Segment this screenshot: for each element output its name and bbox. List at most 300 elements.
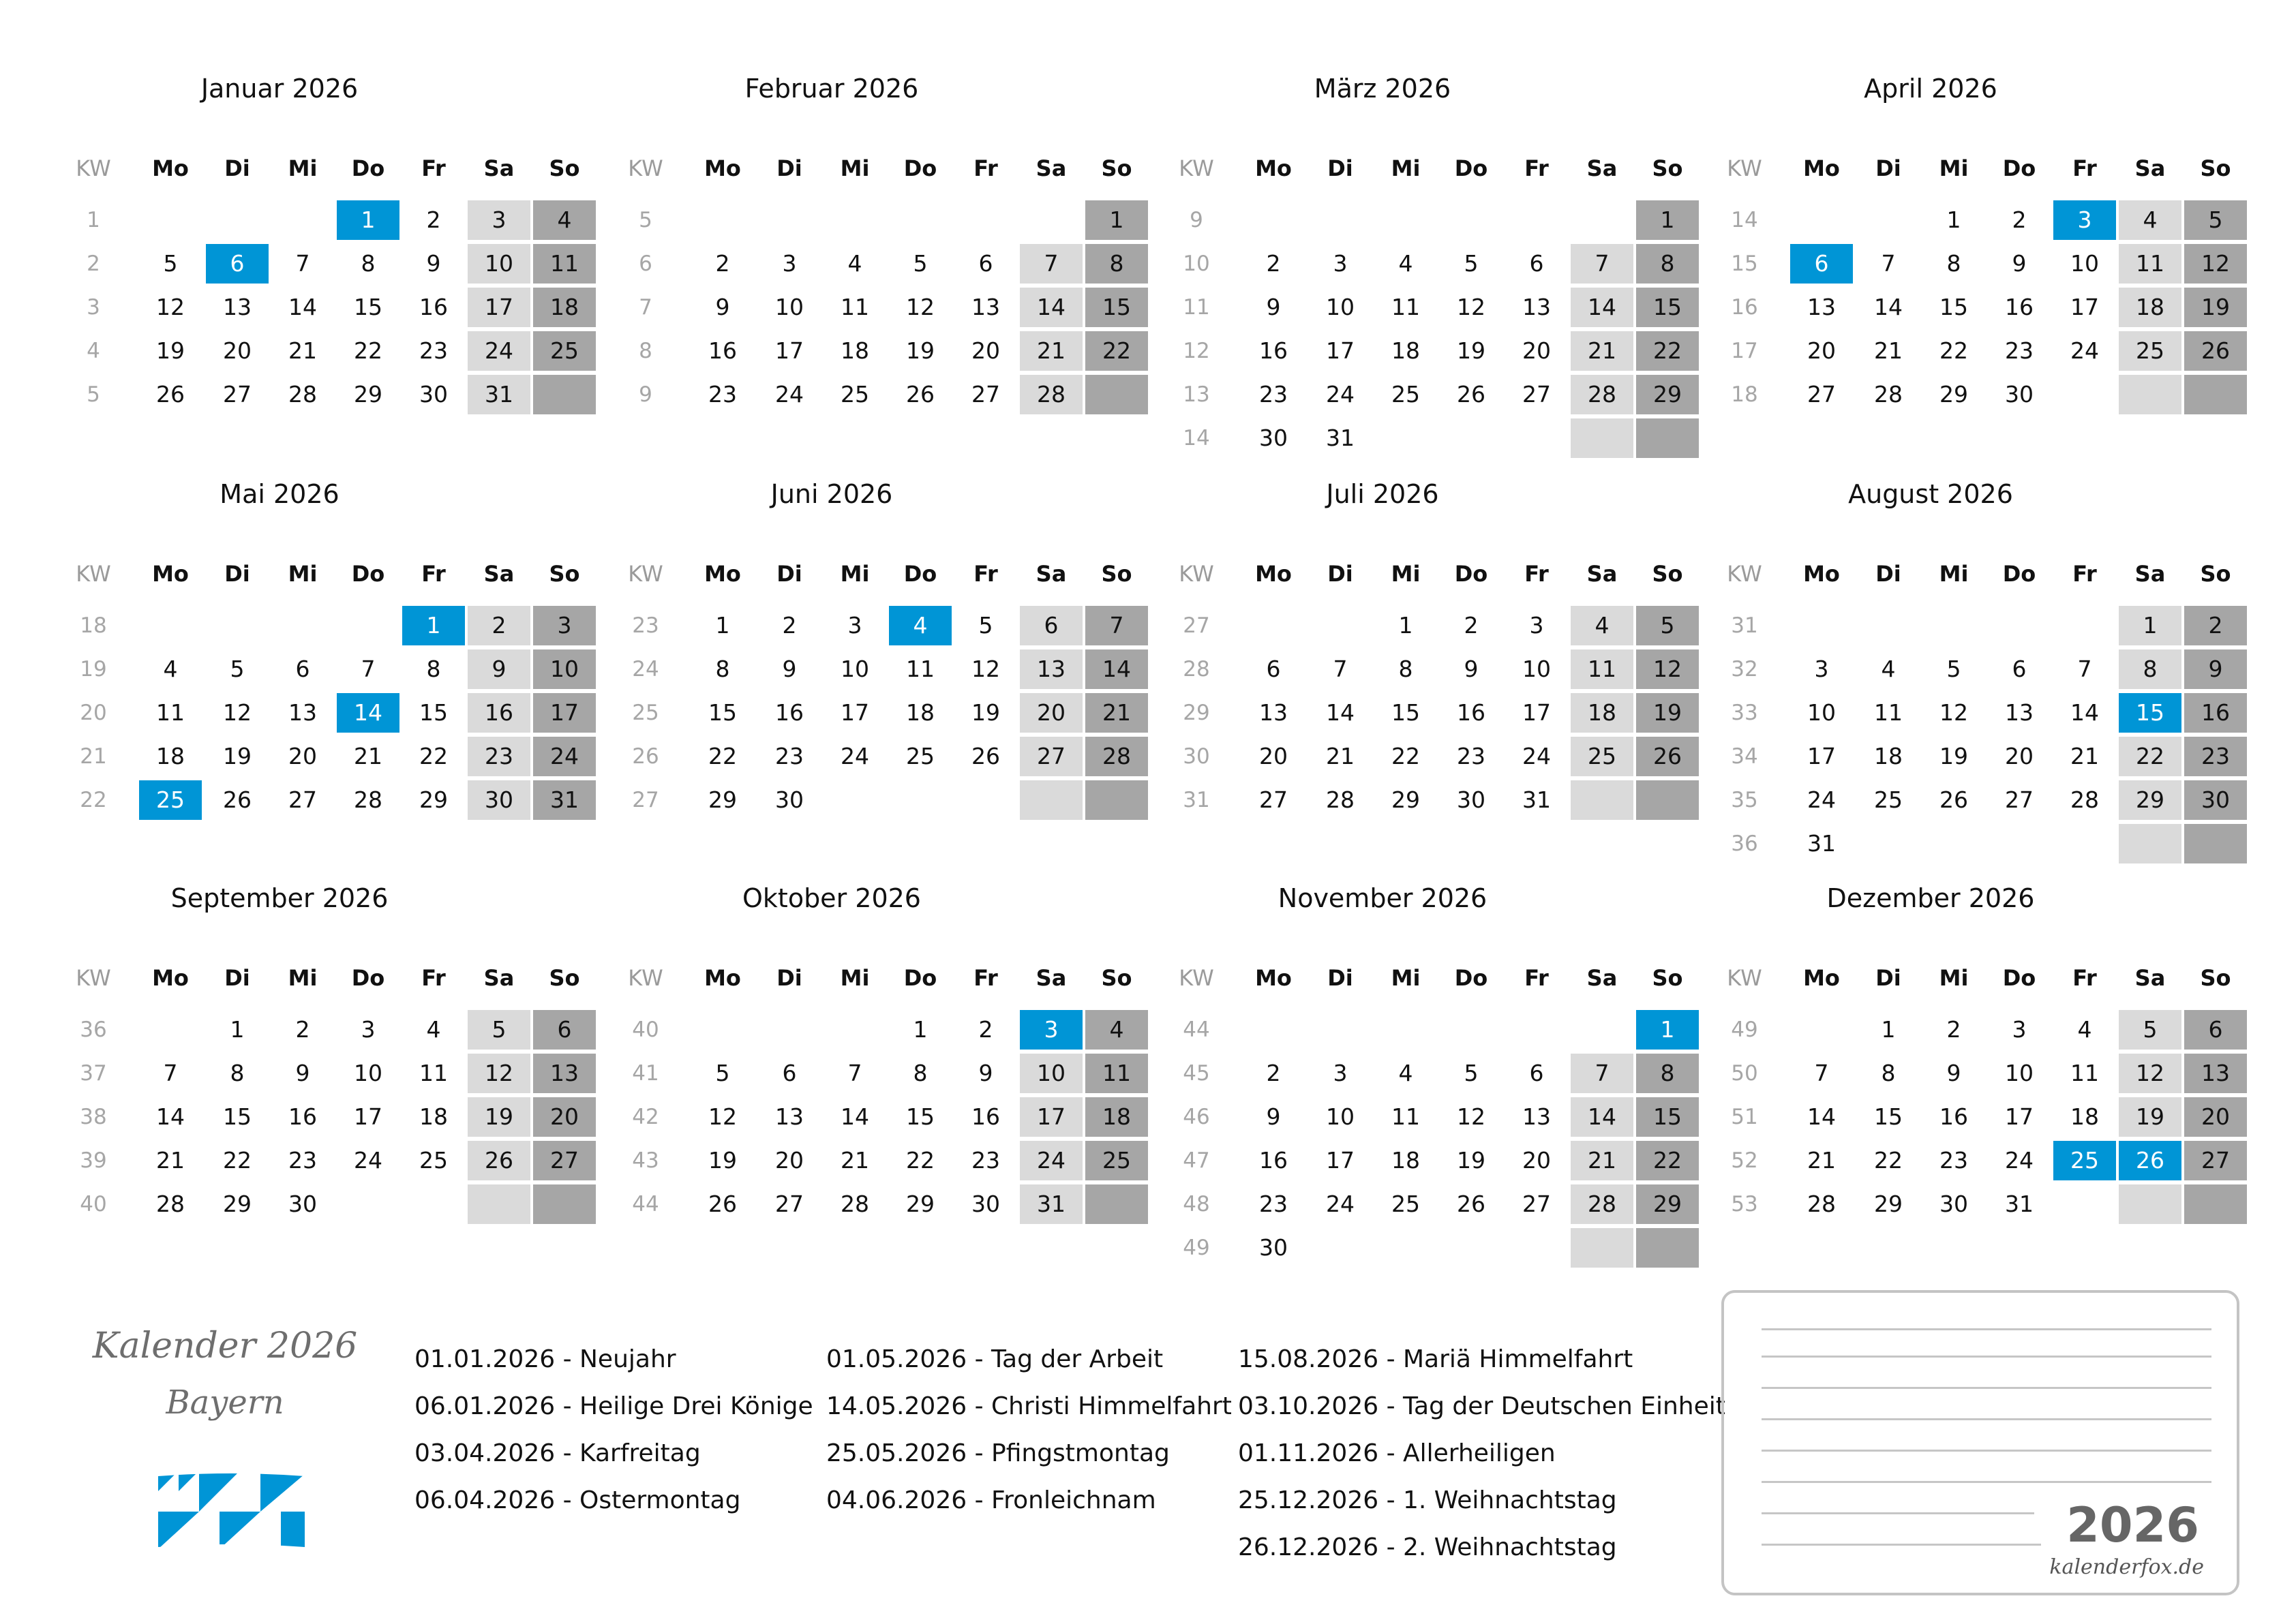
weekday-header: Fr [2072, 561, 2097, 587]
month-title: April 2026 [1864, 74, 1997, 104]
day-cell: 10 [841, 656, 869, 682]
day-cell: 22 [354, 337, 382, 364]
day-cell: 30 [288, 1191, 317, 1217]
day-cell: 16 [2005, 294, 2034, 320]
weekday-header: Mi [840, 965, 870, 991]
day-cell: 25 [2119, 331, 2181, 371]
day-cell: 11 [533, 244, 596, 284]
day-cell: 28 [1085, 737, 1148, 776]
weekday-header: Mo [704, 155, 741, 181]
day-cell: 20 [1522, 1147, 1551, 1174]
day-cell: 30 [1259, 425, 1288, 451]
day-cell: 2 [1946, 1016, 1961, 1043]
day-cell: 28 [156, 1191, 185, 1217]
day-cell: 9 [978, 1060, 993, 1086]
day-cell: 20 [2184, 1097, 2247, 1137]
day-cell: 26 [1457, 381, 1485, 408]
weekday-header: Mi [1939, 965, 1969, 991]
week-number: 17 [1731, 339, 1758, 363]
week-number: 5 [639, 208, 652, 232]
day-cell: 27 [2005, 786, 2034, 813]
day-cell: 18 [156, 743, 185, 769]
day-cell: 20 [1522, 337, 1551, 364]
kw-header: KW [1727, 965, 1762, 991]
day-cell [1440, 200, 1502, 240]
day-cell: 24 [841, 743, 869, 769]
day-cell: 7 [847, 1060, 862, 1086]
week-number: 33 [1731, 701, 1758, 725]
weekday-header: So [549, 155, 580, 181]
weekday-header: Di [1327, 965, 1353, 991]
day-cell: 20 [775, 1147, 804, 1174]
week-number: 5 [87, 382, 100, 407]
weekday-header: Mi [1391, 155, 1421, 181]
day-cell: 24 [533, 737, 596, 776]
day-cell: 5 [1636, 606, 1699, 645]
day-cell [1309, 200, 1372, 240]
month-block [573, 426, 1132, 813]
day-cell [2119, 1184, 2181, 1224]
day-cell: 27 [1522, 381, 1551, 408]
weekday-header: Sa [1586, 561, 1618, 587]
day-cell: 17 [1522, 699, 1551, 726]
day-cell: 17 [533, 693, 596, 733]
day-cell: 12 [971, 656, 1000, 682]
day-cell: 6 [533, 1010, 596, 1050]
week-number: 46 [1183, 1105, 1210, 1129]
weekday-header: Mo [1255, 155, 1292, 181]
weekday-header: Do [2002, 155, 2036, 181]
day-cell [758, 1010, 821, 1050]
day-cell [2184, 1184, 2247, 1224]
day-cell: 17 [2005, 1103, 2034, 1130]
day-cell: 25 [841, 381, 869, 408]
day-cell: 16 [775, 699, 804, 726]
day-cell: 31 [1020, 1184, 1083, 1224]
day-cell: 11 [156, 699, 185, 726]
day-cell [1790, 1010, 1853, 1050]
week-number: 39 [80, 1148, 107, 1173]
day-cell: 5 [715, 1060, 730, 1086]
day-cell: 24 [1020, 1141, 1083, 1180]
day-cell: 16 [1457, 699, 1485, 726]
note-line [1762, 1512, 2034, 1514]
week-number: 35 [1731, 788, 1758, 812]
weekday-header: Sa [1036, 965, 1067, 991]
day-cell: 19 [1636, 693, 1699, 733]
day-cell: 4 [1398, 250, 1413, 277]
weekday-header: Mi [288, 155, 318, 181]
day-cell: 26 [1636, 737, 1699, 776]
day-cell: 1 [715, 612, 730, 639]
week-number: 11 [1183, 295, 1210, 320]
day-cell: 13 [971, 294, 1000, 320]
calendar-title: Kalender 2026 [92, 1326, 358, 1366]
day-cell: 22 [708, 743, 737, 769]
day-cell: 30 [2005, 381, 2034, 408]
weekday-header: Di [1327, 561, 1353, 587]
day-cell: 21 [354, 743, 382, 769]
day-cell: 1 [1398, 612, 1413, 639]
week-number: 44 [632, 1192, 659, 1216]
day-cell: 24 [1807, 786, 1836, 813]
weekday-header: Fr [1524, 965, 1549, 991]
day-cell [1440, 1228, 1502, 1268]
month-block [20, 426, 580, 813]
day-cell [954, 200, 1017, 240]
week-number: 6 [639, 251, 652, 276]
day-cell: 15 [1636, 1097, 1699, 1137]
weekday-header: Mo [704, 561, 741, 587]
week-number: 9 [639, 382, 652, 407]
weekday-header: Mi [1391, 561, 1421, 587]
day-cell: 10 [354, 1060, 382, 1086]
weekday-header: Di [224, 965, 250, 991]
day-cell: 15 [419, 699, 448, 726]
day-cell [2184, 375, 2247, 414]
weekday-header: Do [351, 155, 385, 181]
day-cell [1571, 1228, 1633, 1268]
day-cell [1571, 1010, 1633, 1050]
day-cell: 28 [2070, 786, 2099, 813]
day-cell: 8 [1085, 244, 1148, 284]
day-cell: 21 [1874, 337, 1903, 364]
day-cell: 2 [2184, 606, 2247, 645]
weekday-header: Sa [483, 561, 515, 587]
day-cell: 21 [1571, 1141, 1633, 1180]
day-cell: 9 [1266, 1103, 1281, 1130]
day-cell: 1 [1636, 200, 1699, 240]
weekday-header: Mi [1939, 561, 1969, 587]
day-cell: 13 [775, 1103, 804, 1130]
weekday-header: Mo [1803, 965, 1840, 991]
day-cell: 2 [1464, 612, 1479, 639]
week-number: 15 [1731, 251, 1758, 276]
day-cell: 13 [223, 294, 252, 320]
day-cell: 7 [1571, 1054, 1633, 1093]
week-number: 19 [80, 657, 107, 682]
day-cell [1636, 1228, 1699, 1268]
day-cell [889, 780, 952, 820]
day-cell: 9 [715, 294, 730, 320]
week-number: 38 [80, 1105, 107, 1129]
day-cell: 28 [288, 381, 317, 408]
weekday-header: Fr [421, 561, 446, 587]
day-cell [1020, 780, 1083, 820]
day-cell: 18 [419, 1103, 448, 1130]
week-number: 18 [80, 613, 107, 638]
day-cell: 18 [1571, 693, 1633, 733]
day-cell: 21 [1020, 331, 1083, 371]
day-cell: 23 [775, 743, 804, 769]
kw-header: KW [76, 965, 111, 991]
day-cell: 23 [2005, 337, 2034, 364]
holiday-entry: 01.11.2026 - Allerheiligen [1238, 1439, 1556, 1467]
day-cell: 28 [1571, 375, 1633, 414]
week-number: 14 [1731, 208, 1758, 232]
weekday-header: Fr [1524, 155, 1549, 181]
week-number: 13 [1183, 382, 1210, 407]
weekday-header: Mi [1391, 965, 1421, 991]
day-cell: 9 [2012, 250, 2027, 277]
day-cell [1309, 606, 1372, 645]
week-number: 21 [80, 744, 107, 769]
week-number: 45 [1183, 1061, 1210, 1086]
day-cell: 4 [2119, 200, 2181, 240]
day-cell: 21 [156, 1147, 185, 1174]
day-cell: 21 [1807, 1147, 1836, 1174]
day-cell: 3 [2012, 1016, 2027, 1043]
month-block [573, 20, 1132, 408]
week-number: 31 [1731, 613, 1758, 638]
day-cell: 11 [1874, 699, 1903, 726]
day-cell: 29 [708, 786, 737, 813]
weekday-header: Sa [483, 965, 515, 991]
holiday-day-cell: 4 [889, 606, 952, 645]
day-cell: 18 [1874, 743, 1903, 769]
day-cell: 4 [847, 250, 862, 277]
day-cell: 18 [2119, 288, 2181, 327]
day-cell: 15 [1391, 699, 1420, 726]
day-cell: 2 [978, 1016, 993, 1043]
day-cell: 5 [1464, 250, 1479, 277]
note-line [1762, 1450, 2211, 1452]
weekday-header: Di [224, 155, 250, 181]
month-title: September 2026 [170, 883, 389, 913]
day-cell: 11 [1391, 1103, 1420, 1130]
weekday-header: Fr [421, 965, 446, 991]
day-cell: 28 [1874, 381, 1903, 408]
day-cell: 31 [468, 375, 530, 414]
day-cell: 22 [223, 1147, 252, 1174]
month-block [1123, 830, 1683, 1261]
day-cell: 3 [847, 612, 862, 639]
day-cell: 4 [163, 656, 178, 682]
day-cell: 28 [841, 1191, 869, 1217]
weekday-header: Di [1875, 155, 1901, 181]
day-cell: 16 [1939, 1103, 1968, 1130]
week-number: 27 [1183, 613, 1210, 638]
weekday-header: Fr [2072, 155, 2097, 181]
day-cell: 23 [1457, 743, 1485, 769]
day-cell: 12 [708, 1103, 737, 1130]
day-cell: 19 [223, 743, 252, 769]
day-cell: 4 [533, 200, 596, 240]
day-cell: 27 [971, 381, 1000, 408]
day-cell: 31 [2005, 1191, 2034, 1217]
kw-header: KW [628, 561, 663, 587]
day-cell: 24 [468, 331, 530, 371]
day-cell [2053, 375, 2116, 414]
day-cell: 26 [2184, 331, 2247, 371]
day-cell: 25 [1391, 1191, 1420, 1217]
weekday-header: Di [1875, 965, 1901, 991]
day-cell: 31 [1807, 830, 1836, 857]
day-cell: 29 [1636, 375, 1699, 414]
kw-header: KW [628, 155, 663, 181]
month-title: Juli 2026 [1326, 479, 1439, 509]
day-cell: 30 [1939, 1191, 1968, 1217]
day-cell: 2 [2012, 206, 2027, 233]
day-cell [2053, 1184, 2116, 1224]
weekday-header: Mi [840, 561, 870, 587]
day-cell: 13 [1259, 699, 1288, 726]
day-cell [139, 1010, 202, 1050]
day-cell: 7 [1881, 250, 1896, 277]
day-cell: 29 [223, 1191, 252, 1217]
day-cell: 14 [1085, 649, 1148, 689]
day-cell: 16 [2184, 693, 2247, 733]
weekday-header: Di [776, 155, 802, 181]
day-cell: 22 [1874, 1147, 1903, 1174]
day-cell: 2 [715, 250, 730, 277]
day-cell: 18 [841, 337, 869, 364]
day-cell: 3 [1333, 1060, 1348, 1086]
day-cell: 12 [2119, 1054, 2181, 1093]
day-cell: 4 [2077, 1016, 2092, 1043]
day-cell: 17 [775, 337, 804, 364]
day-cell: 15 [906, 1103, 935, 1130]
day-cell: 13 [1522, 1103, 1551, 1130]
holiday-day-cell: 26 [2119, 1141, 2181, 1180]
weekday-header: Mi [840, 155, 870, 181]
day-cell: 11 [906, 656, 935, 682]
day-cell: 18 [906, 699, 935, 726]
day-cell: 29 [419, 786, 448, 813]
day-cell: 17 [1326, 337, 1355, 364]
weekday-header: Di [1327, 155, 1353, 181]
day-cell: 2 [426, 206, 441, 233]
day-cell: 14 [2070, 699, 2099, 726]
day-cell: 3 [361, 1016, 376, 1043]
week-number: 48 [1183, 1192, 1210, 1216]
week-number: 16 [1731, 295, 1758, 320]
holiday-list-column-2 [826, 1336, 1232, 1524]
kw-header: KW [76, 155, 111, 181]
day-cell: 10 [775, 294, 804, 320]
weekday-header: Mo [1803, 155, 1840, 181]
day-cell: 16 [1259, 337, 1288, 364]
day-cell: 30 [468, 780, 530, 820]
day-cell: 3 [468, 200, 530, 240]
week-number: 40 [632, 1017, 659, 1042]
day-cell: 31 [533, 780, 596, 820]
week-number: 37 [80, 1061, 107, 1086]
day-cell: 27 [2184, 1141, 2247, 1180]
day-cell: 20 [2005, 743, 2034, 769]
day-cell: 17 [1326, 1147, 1355, 1174]
day-cell: 1 [1085, 200, 1148, 240]
month-block [1672, 20, 2231, 408]
day-cell: 12 [1457, 294, 1485, 320]
day-cell: 9 [782, 656, 797, 682]
day-cell [889, 200, 952, 240]
weekday-header: So [549, 561, 580, 587]
weekday-header: Mi [288, 965, 318, 991]
weekday-header: So [1101, 965, 1132, 991]
calendar-region: Bayern [166, 1383, 284, 1422]
day-cell: 28 [1571, 1184, 1633, 1224]
day-cell: 15 [708, 699, 737, 726]
day-cell: 11 [841, 294, 869, 320]
weekday-header: So [2200, 561, 2231, 587]
weekday-header: Do [903, 561, 937, 587]
day-cell: 7 [1571, 244, 1633, 284]
day-cell: 16 [708, 337, 737, 364]
day-cell: 29 [906, 1191, 935, 1217]
day-cell: 28 [1807, 1191, 1836, 1217]
note-line [1762, 1544, 2041, 1546]
day-cell: 30 [419, 381, 448, 408]
month-title: Februar 2026 [744, 74, 919, 104]
weekday-header: Fr [1524, 561, 1549, 587]
weekday-header: So [549, 965, 580, 991]
holiday-day-cell: 25 [139, 780, 202, 820]
day-cell: 20 [971, 337, 1000, 364]
holiday-day-cell: 1 [1636, 1010, 1699, 1050]
day-cell: 3 [1814, 656, 1829, 682]
day-cell: 7 [1333, 656, 1348, 682]
weekday-header: So [2200, 965, 2231, 991]
weekday-header: So [1652, 561, 1683, 587]
weekday-header: Mi [288, 561, 318, 587]
weekday-header: Do [1454, 155, 1488, 181]
day-cell [402, 1184, 465, 1224]
note-line [1762, 1387, 2211, 1389]
day-cell: 26 [1939, 786, 1968, 813]
day-cell: 14 [1571, 288, 1633, 327]
day-cell [1571, 780, 1633, 820]
day-cell [2053, 606, 2116, 645]
day-cell: 11 [1571, 649, 1633, 689]
week-number: 26 [632, 744, 659, 769]
day-cell: 7 [1020, 244, 1083, 284]
day-cell: 12 [223, 699, 252, 726]
week-number: 14 [1183, 426, 1210, 450]
holiday-entry: 03.10.2026 - Tag der Deutschen Einheit [1238, 1392, 1725, 1420]
week-number: 27 [632, 788, 659, 812]
day-cell: 27 [1020, 737, 1083, 776]
holiday-day-cell: 3 [1020, 1010, 1083, 1050]
day-cell: 2 [782, 612, 797, 639]
day-cell: 6 [2012, 656, 2027, 682]
day-cell: 21 [841, 1147, 869, 1174]
day-cell: 12 [1457, 1103, 1485, 1130]
kw-header: KW [1179, 965, 1214, 991]
day-cell: 9 [1946, 1060, 1961, 1086]
weekday-header: Sa [2134, 155, 2166, 181]
day-cell: 18 [533, 288, 596, 327]
day-cell: 11 [2070, 1060, 2099, 1086]
day-cell: 25 [1085, 1141, 1148, 1180]
week-number: 49 [1731, 1017, 1758, 1042]
day-cell: 1 [2119, 606, 2181, 645]
day-cell: 26 [708, 1191, 737, 1217]
day-cell: 16 [468, 693, 530, 733]
day-cell [1922, 606, 1985, 645]
weekday-header: Sa [1586, 155, 1618, 181]
day-cell: 9 [2184, 649, 2247, 689]
day-cell: 13 [1020, 649, 1083, 689]
day-cell: 15 [1939, 294, 1968, 320]
weekday-header: Mo [152, 155, 189, 181]
day-cell: 19 [2184, 288, 2247, 327]
day-cell: 16 [1259, 1147, 1288, 1174]
day-cell: 8 [715, 656, 730, 682]
day-cell: 14 [156, 1103, 185, 1130]
day-cell: 26 [971, 743, 1000, 769]
day-cell [1505, 1228, 1568, 1268]
